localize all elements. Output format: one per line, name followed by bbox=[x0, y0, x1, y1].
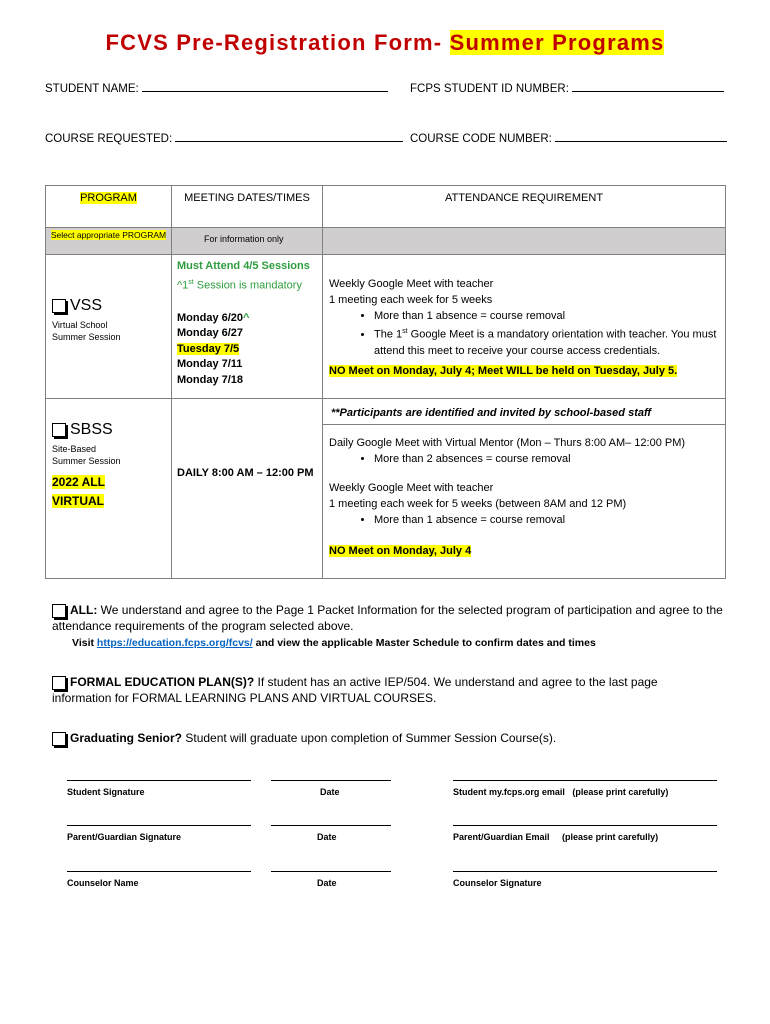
vss-dates: Monday 6/20^ Monday 6/27 Tuesday 7/5 Monday 7/11 Monday 7/18 bbox=[177, 311, 250, 386]
date-label: Date bbox=[317, 878, 337, 888]
student-id-field[interactable] bbox=[572, 80, 724, 92]
student-id-label: FCPS STUDENT ID NUMBER: bbox=[410, 83, 569, 95]
student-id-row bbox=[410, 80, 724, 95]
student-name-row bbox=[45, 80, 388, 95]
header-meeting: MEETING DATES/TIMES bbox=[172, 186, 323, 228]
student-email-line[interactable] bbox=[453, 780, 717, 781]
vss-attendance-cell: Weekly Google Meet with teacher 1 meeting each week for 5 weeks • More than 1 absence = course removal • The 1st Google Meet is a mandatory orientation with teacher. You must attend this meet to receive your course access credentials. NO Meet on Monday, July 4; Meet WILL be held on Tuesday, July 5. bbox=[323, 255, 726, 399]
course-code-label: COURSE CODE NUMBER: bbox=[410, 133, 552, 145]
date-label: Date bbox=[320, 787, 340, 797]
graduating-checkbox[interactable] bbox=[52, 732, 66, 746]
sbss-label: SBSS bbox=[70, 421, 113, 438]
vss-note: NO Meet on Monday, July 4; Meet WILL be held on Tuesday, July 5. bbox=[329, 364, 678, 377]
visit-line: Visit https://education.fcps.org/fcvs/ and view the applicable Master Schedule to confirm dates and times bbox=[72, 637, 596, 649]
student-date-line[interactable] bbox=[271, 780, 391, 781]
vss-desc-1: Virtual School bbox=[52, 320, 108, 330]
course-code-field[interactable] bbox=[555, 130, 727, 142]
title-main: FCVS Pre-Registration Form- bbox=[105, 30, 450, 55]
counselor-name-line[interactable] bbox=[67, 871, 251, 872]
course-requested-row bbox=[45, 130, 403, 145]
title-highlight: Summer Programs bbox=[449, 30, 665, 55]
sbss-virtual: 2022 ALL VIRTUAL bbox=[52, 475, 105, 508]
vss-checkbox[interactable] bbox=[52, 299, 66, 313]
agreement-graduating: Graduating Senior? Student will graduate upon completion of Summer Session Course(s). bbox=[52, 730, 732, 746]
course-requested-field[interactable] bbox=[175, 130, 403, 142]
student-signature-line[interactable] bbox=[67, 780, 251, 781]
counselor-signature-label: Counselor Signature bbox=[453, 878, 542, 888]
parent-signature-line[interactable] bbox=[67, 825, 251, 826]
parent-date-line[interactable] bbox=[271, 825, 391, 826]
sbss-meeting-cell: DAILY 8:00 AM – 12:00 PM bbox=[172, 399, 323, 579]
vss-must-attend: Must Attend 4/5 Sessions bbox=[177, 260, 310, 272]
sbss-note: NO Meet on Monday, July 4 bbox=[329, 545, 472, 557]
formal-checkbox[interactable] bbox=[52, 676, 66, 690]
parent-signature-label: Parent/Guardian Signature bbox=[67, 832, 182, 842]
sbss-checkbox[interactable] bbox=[52, 423, 66, 437]
subheader-program: Select appropriate PROGRAM bbox=[46, 228, 172, 255]
sbss-program-cell: SBSS Site-Based Summer Session 2022 ALL VIRTUAL bbox=[46, 399, 172, 579]
counselor-name-label: Counselor Name bbox=[67, 878, 139, 888]
agreement-all: ALL: We understand and agree to the Page 1 Packet Information for the selected program of participation and agree to the attendance requirements of the program selected above. bbox=[52, 603, 723, 633]
header-attendance: ATTENDANCE REQUIREMENT bbox=[323, 186, 726, 228]
all-checkbox[interactable] bbox=[52, 604, 66, 618]
counselor-date-line[interactable] bbox=[271, 871, 391, 872]
agreement-formal: FORMAL EDUCATION PLAN(S)? If student has an active IEP/504. We understand and agree to the last page information for FORMAL LEARNING PLANS AND VIRTUAL COURSES. bbox=[52, 675, 658, 705]
vss-desc-2: Summer Session bbox=[52, 332, 121, 342]
fcvs-link[interactable]: https://education.fcps.org/fcvs/ bbox=[96, 637, 253, 649]
vss-program-cell bbox=[46, 255, 172, 399]
student-name-field[interactable] bbox=[142, 80, 388, 92]
program-table bbox=[45, 185, 726, 579]
parent-email-line[interactable] bbox=[453, 825, 717, 826]
student-name-label: STUDENT NAME: bbox=[45, 83, 139, 95]
student-signature-label: Student Signature bbox=[67, 787, 145, 797]
date-label: Date bbox=[317, 832, 337, 842]
vss-label: VSS bbox=[70, 297, 103, 314]
sbss-attendance-cell: **Participants are identified and invited by school-based staff Daily Google Meet with Virtual Mentor (Mon – Thurs 8:00 AM– 12:00 PM) • More than 2 absences = course removal Weekly Google Meet with teacher 1 meeting each week for 5 weeks (between 8AM and 12 PM) • More than 1 absence = course removal NO Meet on Monday, July 4 bbox=[323, 399, 726, 579]
subheader-meeting: For information only bbox=[172, 228, 323, 255]
counselor-signature-line[interactable] bbox=[453, 871, 717, 872]
vss-meeting-cell: Must Attend 4/5 Sessions ^1st Session is mandatory Monday 6/20^ Monday 6/27 Tuesday 7/5 Monday 7/11 Monday 7/18 bbox=[172, 255, 323, 399]
course-code-row bbox=[410, 130, 727, 145]
page-title bbox=[0, 30, 770, 56]
course-requested-label: COURSE REQUESTED: bbox=[45, 133, 173, 145]
header-program: PROGRAM bbox=[46, 186, 172, 228]
